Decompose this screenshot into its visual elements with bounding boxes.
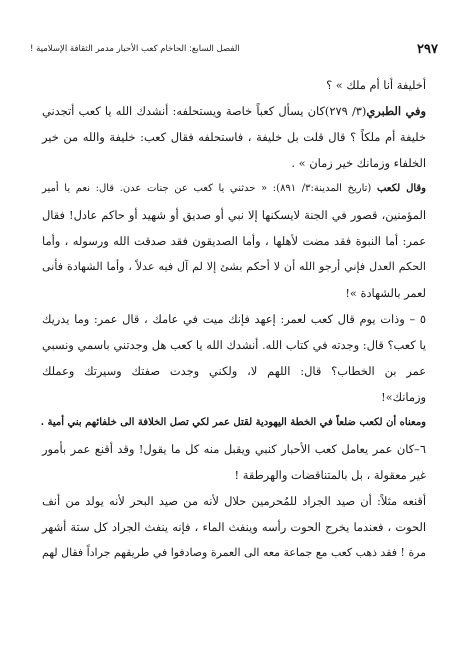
text-line [42,488,426,514]
line-text: مرة ! فقد ذهب كعب مع جماعة معه الى العمرة وصادفوا في طريقهم جراداً فقال لهم [42,546,426,559]
text-line [42,280,426,306]
line-text: الخلفاء وزمانك خير زمان » . [291,156,426,170]
line-text: (تاريخ المدينة:٣/ ٨٩١): « حدثني يا كعب عن جنات عدن. قال: نعم يا أمير [42,183,377,194]
line-text: لعمر بالشهادة »! [345,286,426,300]
line-text: أقنعه مثلاً: أن صيد الجراد للمُحرمين حلال لأنه من صيد البحر لأنه يولد من أنف [42,494,426,508]
line-text: غير معقولة ، بل بالمتناقضات والهرطقة ! [234,468,426,482]
text-line [42,98,426,124]
chapter-title: الفصل السابع: الحاخام كعب الأحبار مدمر الثقافة الإسلامية ! [30,44,240,54]
line-text: خليفة أم ملكاً ؟ قال قلت بل خليفة ، فاستحلفه فقال كعب: خليفة والله من خير [42,130,426,144]
text-line [42,72,426,98]
body-text [42,72,426,566]
text-line [42,202,426,228]
text-line [42,436,426,462]
text-line [42,254,426,280]
line-text: الحوت ، فعندما يخرج الحوت رأسه وينفث الماء ، فإنه ينفث الجراد كل ستة أشهر [42,520,426,534]
text-line [42,410,426,436]
line-text: الحكم العدل فإني أرجو الله أن لا أحكم بشئ إلا لم آل فيه عدلاً ، وأما الشهادة فأنى [42,260,426,273]
text-line [42,306,426,332]
line-text: ٦–كان عمر يعامل كعب الأحبار كنبي ويقبل منه كل ما يقول! وقد أقنع عمر بأمور [42,442,426,456]
line-text: أخليفة أنا أم ملك » ؟ [326,78,426,92]
source-lead: وفي الطبري [366,104,426,118]
text-line [42,384,426,410]
text-line [42,358,426,384]
line-text: عمر بن الخطاب؟ قال: اللهم لا، ولكني وجدت صفتك وسيرتك وعملك [42,364,426,378]
line-text: (٣/ ٢٧٩)كان يسأل كعباً خاصة ويستحلفه: أنشدك الله يا كعب أتجدني [42,104,367,118]
line-text: ومعناه أن لكعب ضلعاً في الخطة اليهودية لقتل عمر لكي تصل الخلافة الى خلفائهم بني أمية . [40,417,426,428]
page-number: ٢٩٧ [417,41,438,57]
text-line [42,150,426,176]
line-text: يا كعب؟ قال: وجدته في كتاب الله. أنشدك الله يا كعب هل وجدتني باسمي ونسبي [42,338,426,352]
line-text: ٥ – وذات يوم قال كعب لعمر: إعهد فإنك ميت في عامك ، قال عمر: وما يدريك [42,312,426,326]
text-line [42,540,426,566]
text-line [42,332,426,358]
text-line [42,228,426,254]
text-line [42,124,426,150]
text-line [42,176,426,202]
text-line [42,462,426,488]
line-text: المؤمنين، قصور في الجنة لايسكنها إلا نبي أو صديق أو شهيد أو حاكم عادل! فقال [42,208,426,222]
source-lead: وقال لكعب [376,183,426,194]
line-text: وزمانك»! [381,390,426,404]
running-header [30,40,438,58]
text-line [42,514,426,540]
line-text: عمر: أما النبوة فقد مضت لأهلها ، وأما الصديقون فقد صدقت الله ورسوله ، وأما [42,234,426,248]
